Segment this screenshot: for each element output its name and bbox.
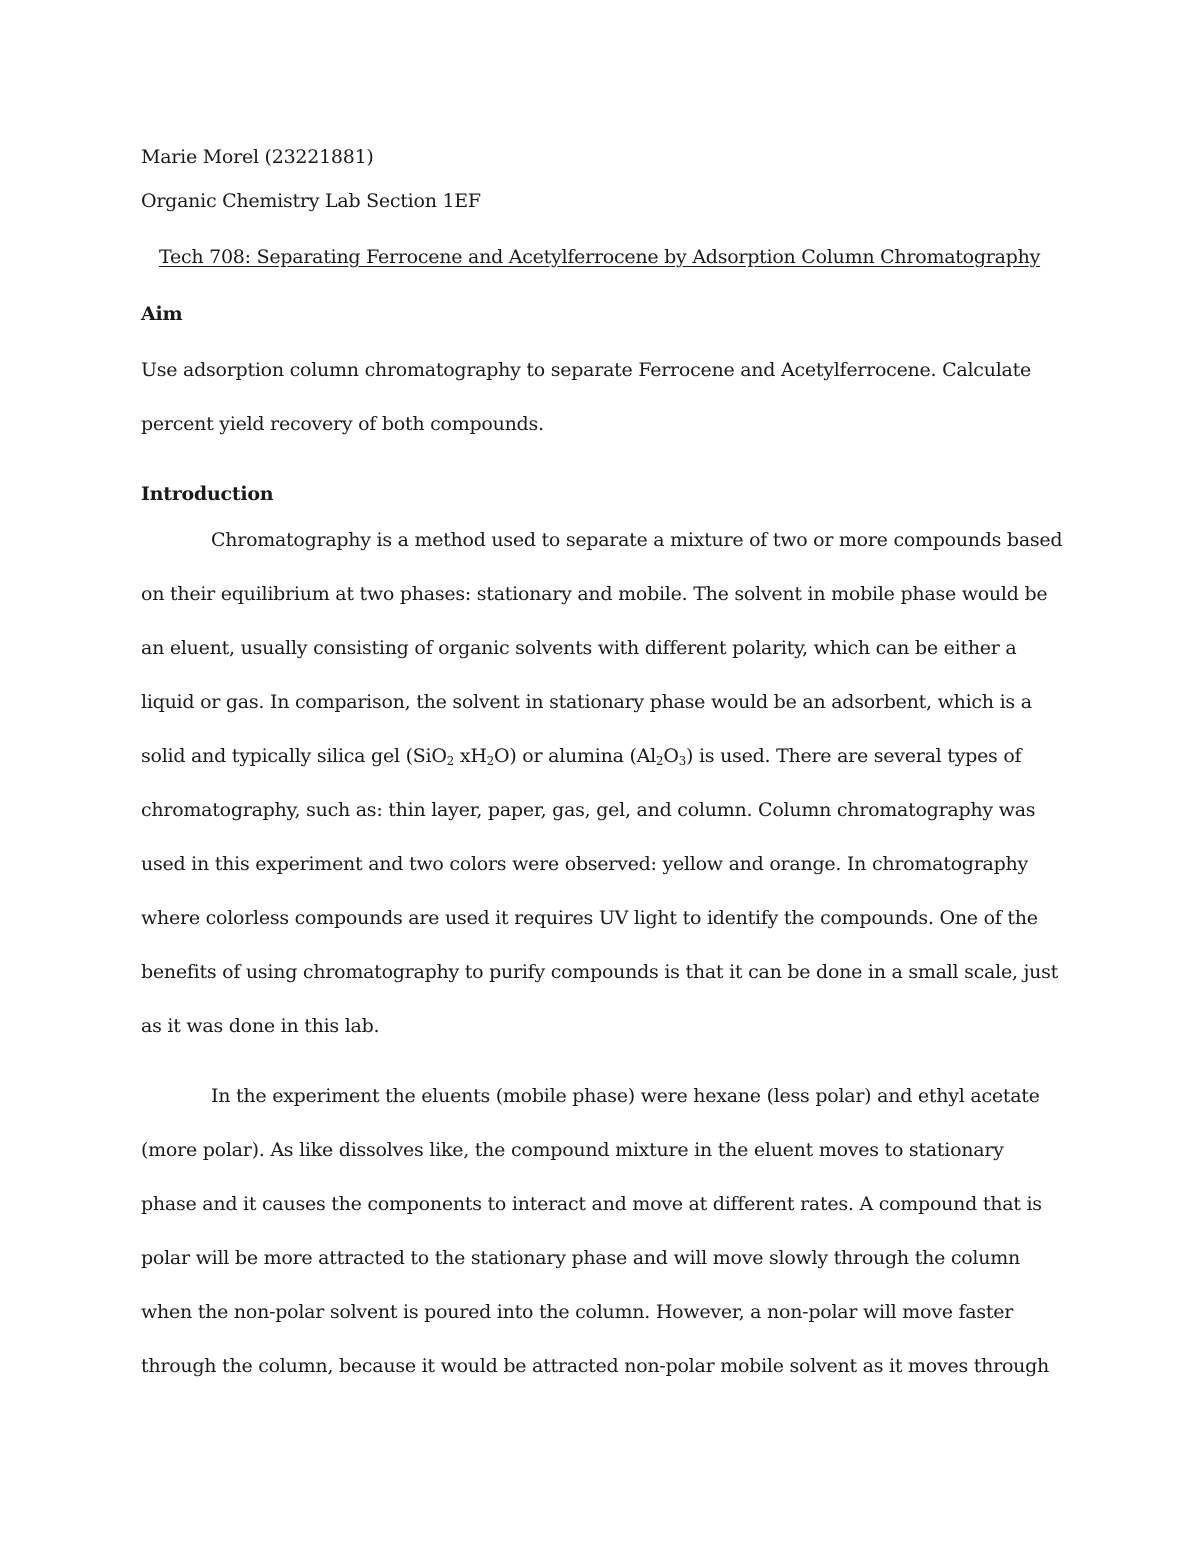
intro-paragraph-line: as it was done in this lab. [141, 1015, 380, 1037]
intro-paragraph-line: where colorless compounds are used it requires UV light to identify the compounds. One of the [141, 907, 1038, 929]
aim-text-line: percent yield recovery of both compounds. [141, 413, 544, 435]
intro-paragraph-line [141, 744, 1021, 768]
intro-paragraph-line: on their equilibrium at two phases: stationary and mobile. The solvent in mobile phase would be [141, 583, 1048, 605]
author-line: Marie Morel (23221881) [141, 146, 374, 168]
intro-paragraph-line: through the column, because it would be attracted non-polar mobile solvent as it moves through [141, 1355, 1050, 1377]
text-segment: O [663, 745, 679, 767]
text-segment: O) or alumina (Al [494, 745, 656, 767]
intro-paragraph-line: polar will be more attracted to the stationary phase and will move slowly through the column [141, 1247, 1020, 1269]
text-segment: solid and typically silica gel (SiO [141, 745, 447, 767]
intro-paragraph-line: liquid or gas. In comparison, the solvent in stationary phase would be an adsorbent, which is a [141, 691, 1032, 713]
intro-paragraph-line: In the experiment the eluents (mobile phase) were hexane (less polar) and ethyl acetate [211, 1085, 1040, 1107]
document-title: Tech 708: Separating Ferrocene and Acetylferrocene by Adsorption Column Chromatography [159, 246, 1041, 268]
subscript: 2 [655, 754, 664, 768]
subscript: 3 [678, 754, 687, 768]
intro-paragraph-line: (more polar). As like dissolves like, the compound mixture in the eluent moves to stationary [141, 1139, 1004, 1161]
text-segment: xH [454, 745, 487, 767]
subscript: 2 [486, 754, 495, 768]
course-line: Organic Chemistry Lab Section 1EF [141, 190, 481, 212]
intro-paragraph-line: chromatography, such as: thin layer, paper, gas, gel, and column. Column chromatography was [141, 799, 1036, 821]
intro-paragraph-line: Chromatography is a method used to separate a mixture of two or more compounds based [211, 529, 1063, 551]
intro-paragraph-line: an eluent, usually consisting of organic solvents with different polarity, which can be either a [141, 637, 1017, 659]
intro-paragraph-line: phase and it causes the components to interact and move at different rates. A compound that is [141, 1193, 1042, 1215]
intro-paragraph-line: used in this experiment and two colors were observed: yellow and orange. In chromatography [141, 853, 1028, 875]
intro-paragraph-line: benefits of using chromatography to purify compounds is that it can be done in a small scale, just [141, 961, 1059, 983]
aim-text-line: Use adsorption column chromatography to separate Ferrocene and Acetylferrocene. Calculate [141, 359, 1031, 381]
intro-paragraph-line: when the non-polar solvent is poured into the column. However, a non-polar will move faster [141, 1301, 1014, 1323]
subscript: 2 [446, 754, 455, 768]
text-segment: ) is used. There are several types of [686, 745, 1022, 767]
introduction-heading: Introduction [141, 483, 274, 505]
aim-heading: Aim [141, 303, 183, 325]
